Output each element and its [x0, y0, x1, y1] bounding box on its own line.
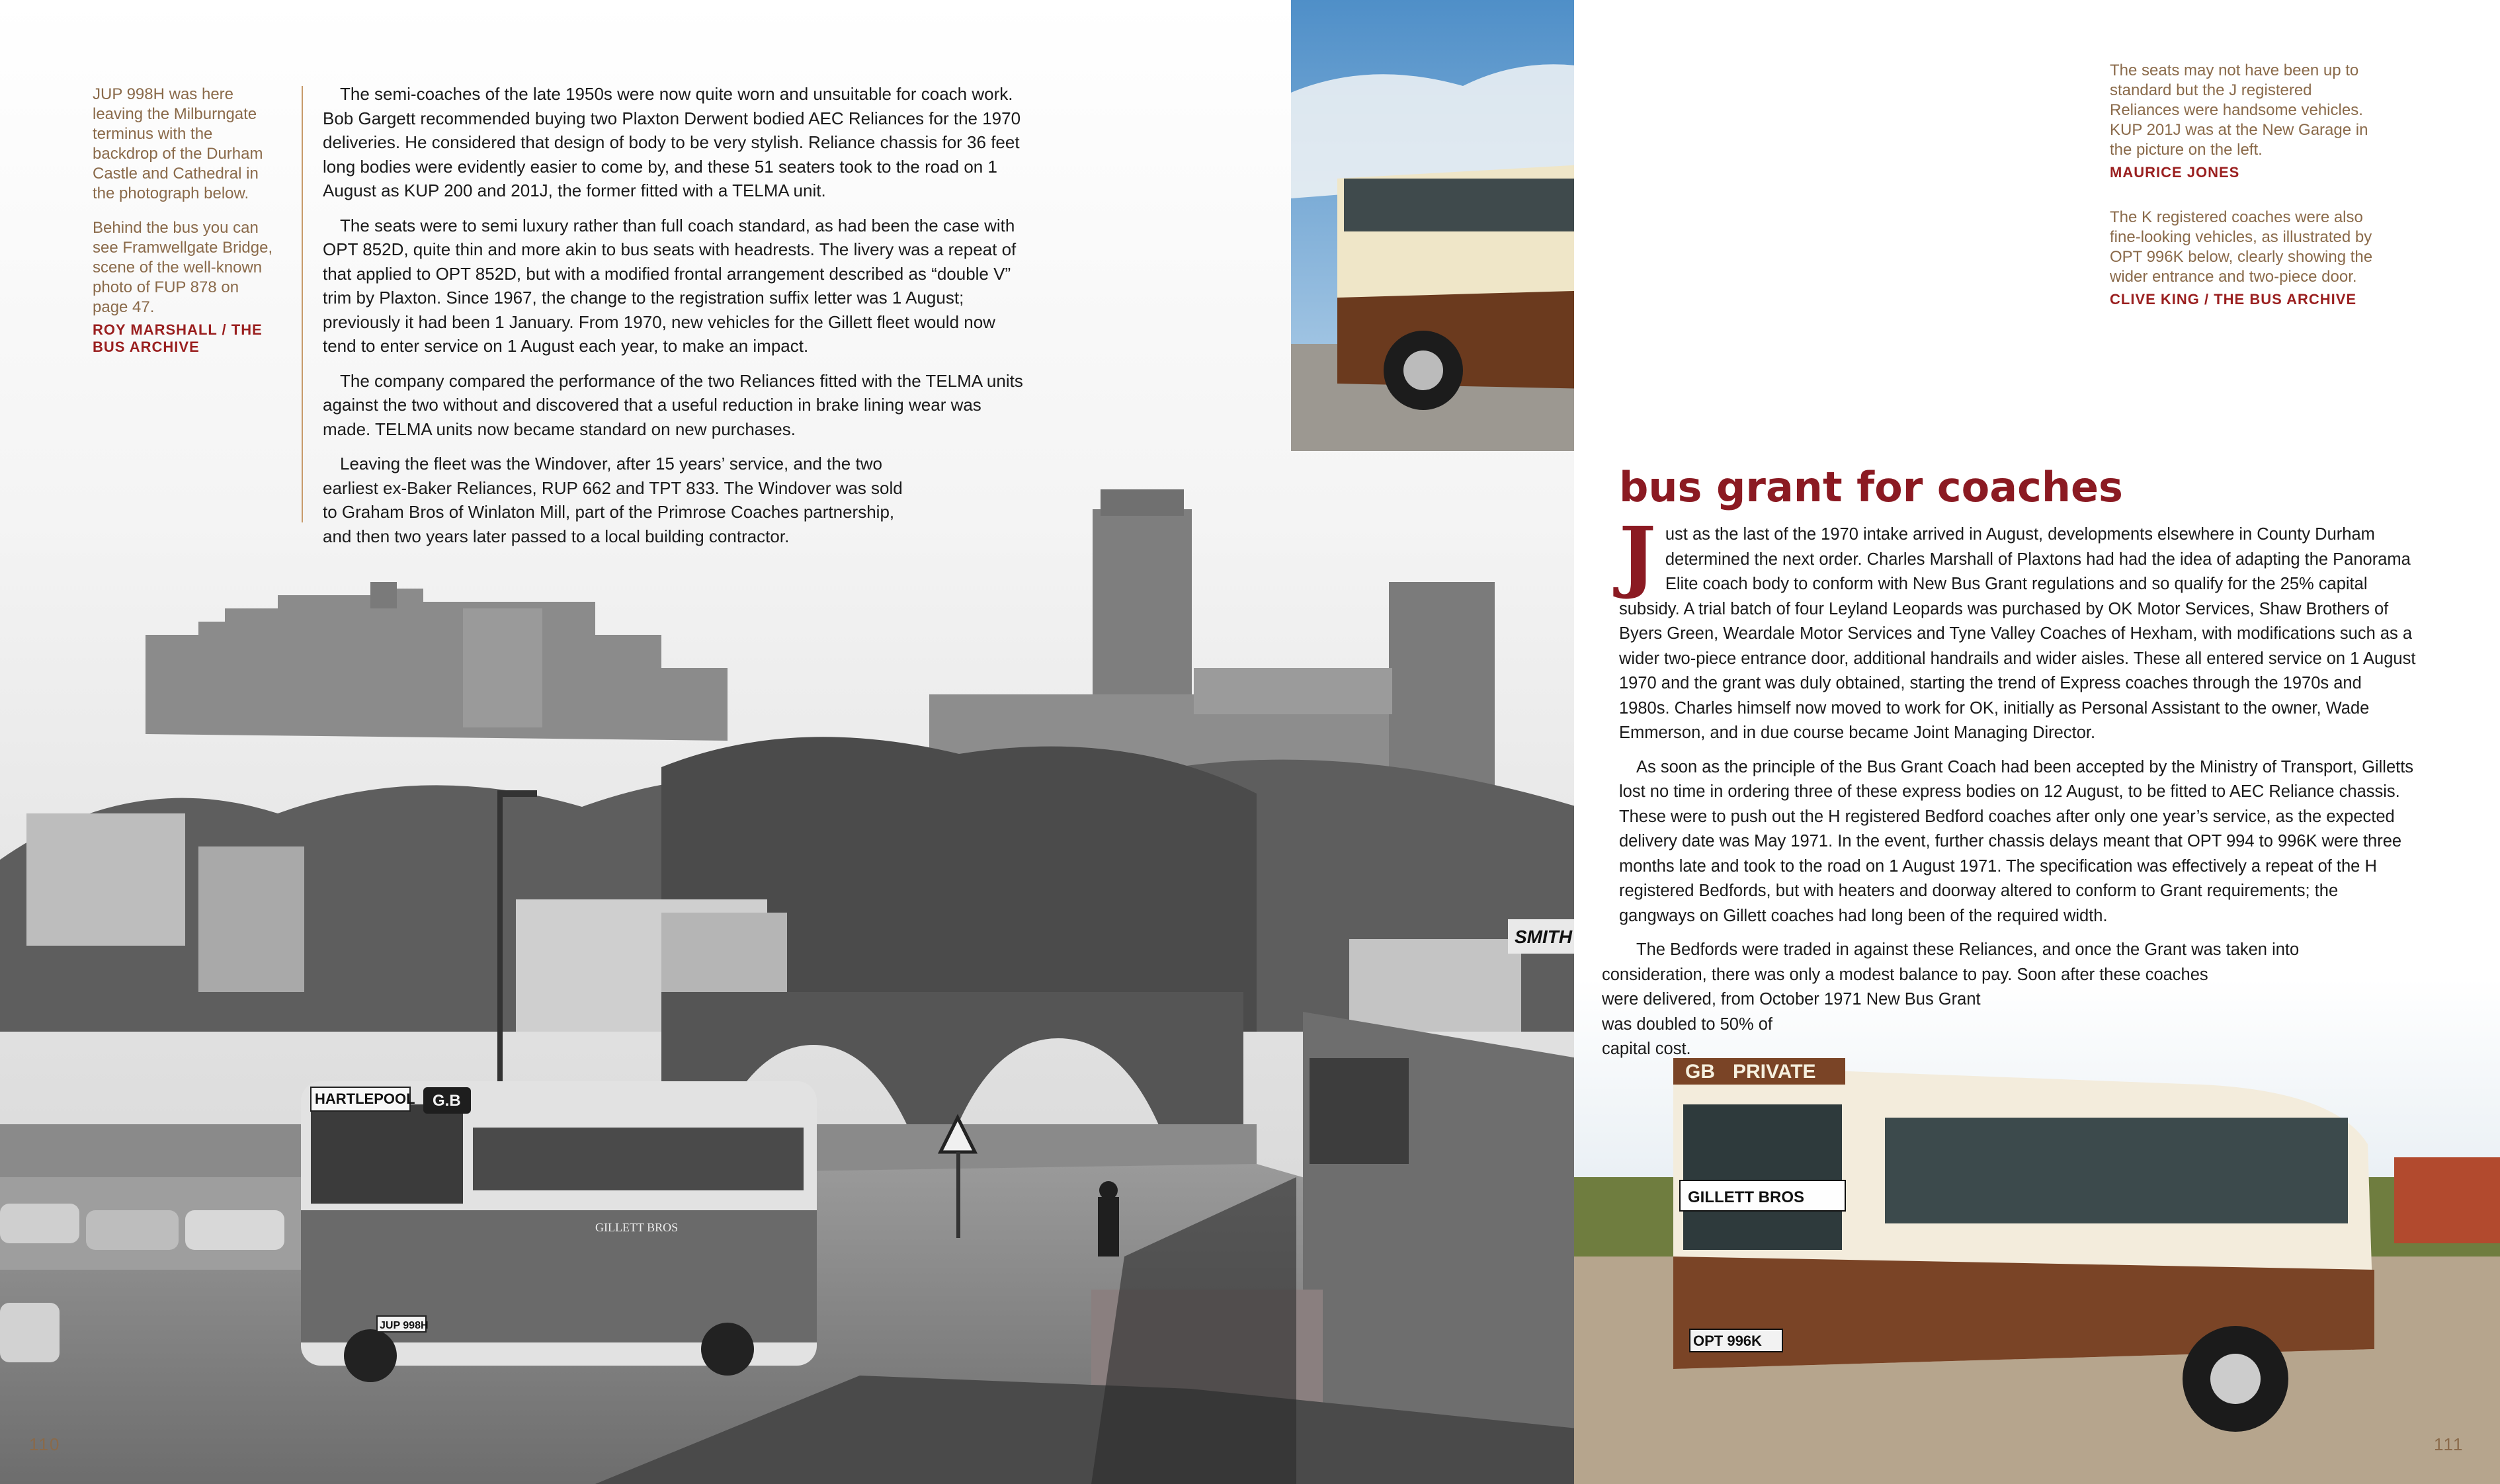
right-caption-credit-2: CLIVE KING / THE BUS ARCHIVE	[2110, 291, 2357, 308]
shop-sign: SMITH	[1515, 927, 1573, 947]
right-body-paragraph-2: As soon as the principle of the Bus Grant Coach had been accepted by the Ministry of Transport, Gilletts lost no time in ordering three of these express bodies on 12 August, to be fitted to AEC Reliance chassis. These were to push out the H registered Bedford coaches after only one year’s service, as the expected delivery date was May 1971. In the event, further chassis delays meant that OPT 994 to 996K were three months late and took to the road on 1 August 1971. The specification was effectively a repeat of the H registered Bedfords, but with heaters and doorway altered to conform to Grant requirements; the gangways on Gillett coaches had long been of the required width.	[1619, 757, 2414, 925]
caption-divider	[302, 86, 303, 522]
left-body-paragraph-1: The semi-coaches of the late 1950s were now quite worn and unsuitable for coach work. Bob Gargett recommended buying two Plaxton Derwent bodied AEC Reliances for the 1970 deliveries. He considered that design of body to be very stylish. Reliance chassis for 36 feet long bodies were evidently easier to come by, and these 51 seaters took to the road on 1 August as KUP 200 and 201J, the former fitted with a TELMA unit.	[323, 84, 1021, 200]
left-body-paragraph-4: Leaving the fleet was the Windover, after 15 years’ service, and the two earliest ex-Baker Reliances, RUP 662 and TPT 833. The Windover was sold to Graham Bros of Winlaton Mill, part of the Primrose Coaches partnership, and then two years later passed to a local building contractor.	[323, 454, 903, 546]
left-body-text	[323, 82, 1024, 559]
para3-line-4: was doubled to 50% of	[1602, 1014, 1773, 1034]
para3-line-5: capital cost.	[1602, 1040, 1691, 1058]
para3-line-1: The Bedfords were traded in against these Reliances, and once the Grant was taken into	[1636, 940, 2300, 959]
opt-fleet-badge: GB	[1685, 1061, 1715, 1083]
right-body-paragraph-1-text: ust as the last of the 1970 intake arrived in August, developments elsewhere in County Durham determined the next order. Charles Marshall of Plaxtons had had the idea of adapting the Panorama Elite coach body to conform with New Bus Grant regulations and so qualify for the 25% capital subsidy. A trial batch of four Leyland Leopards was purchased by OK Motor Services, Shaw Brothers of Byers Green, Weardale Motor Services and Tyne Valley Coaches of Hexham, with modifications such as a wider two-piece entrance door, additional handrails and wider aisles. These all entered service on 1 August 1970 and the grant was duly obtained, starting the trend of Express coaches through the 1970s and 1980s. Charles himself now moved to work for OK, initially as Personal Assistant to the owner, Wade Emmerson, and in due course became Joint Managing Director.	[1619, 525, 2416, 742]
section-heading: bus grant for coaches	[1619, 463, 2123, 511]
left-body-paragraph-3: The company compared the performance of the two Reliances fitted with the TELMA units against the two without and discovered that a useful reduction in brake lining wear was made. TELMA units now became standard on new purchases.	[323, 370, 1023, 439]
bw-bus-registration-plate: JUP 998H	[380, 1320, 429, 1331]
right-caption-credit-1: MAURICE JONES	[2110, 164, 2240, 181]
right-body-paragraph-3	[1602, 938, 2417, 1062]
right-body-paragraph-1	[1619, 509, 2417, 746]
bw-bus-fleet-name: GILLETT BROS	[595, 1221, 679, 1234]
right-caption-block-1: The seats may not have been up to standard but the J registered Reliances were handsome vehicles. KUP 201J was at the New Garage in the picture on the left.	[2110, 62, 2368, 159]
opt-fleet-name: GILLETT BROS	[1688, 1188, 1804, 1206]
left-body-paragraph-2: The seats were to semi luxury rather than full coach standard, as had been the case with OPT 852D, quite thin and more akin to bus seats with headrests. The livery was a repeat of that applied to OPT 852D, but with a modified frontal arrangement described as “double V” trim by Plaxton. Since 1967, the change to the registration suffix letter was 1 August; previously it had been 1 January. From 1970, new vehicles for the Gillett fleet would now tend to enter service on 1 August each year, to make an impact.	[323, 215, 1017, 356]
opt-registration-plate: OPT 996K	[1693, 1333, 1762, 1349]
left-caption-paragraph-2: Behind the bus you can see Framwellgate Bridge, scene of the well-known photo of FUP 878 on page 47.	[93, 219, 273, 316]
drop-cap: J	[1619, 509, 1656, 601]
page-number-right: 111	[2434, 1434, 2464, 1454]
bw-bus-fleet-badge: G.B	[433, 1092, 461, 1110]
right-caption-block-2: The K registered coaches were also fine-looking vehicles, as illustrated by OPT 996K below, clearly showing the wider entrance and two-piece door.	[2110, 208, 2373, 286]
left-caption	[93, 85, 278, 356]
page-number-left: 110	[29, 1434, 61, 1454]
opt-destination-blind: PRIVATE	[1733, 1061, 1816, 1083]
left-caption-paragraph-1: JUP 998H was here leaving the Milburngate terminus with the backdrop of the Durham Castle and Cathedral in the photograph below.	[93, 85, 263, 202]
right-body-text	[1602, 509, 2417, 1071]
para3-line-2: consideration, there was only a modest balance to pay. Soon after these coaches	[1602, 965, 2208, 984]
left-caption-credit: ROY MARSHALL / THE BUS ARCHIVE	[93, 321, 263, 355]
bw-bus-destination-blind: HARTLEPOOL	[315, 1091, 415, 1107]
para3-line-3: were delivered, from October 1971 New Bus Grant	[1602, 990, 1981, 1009]
right-caption	[2110, 61, 2374, 308]
